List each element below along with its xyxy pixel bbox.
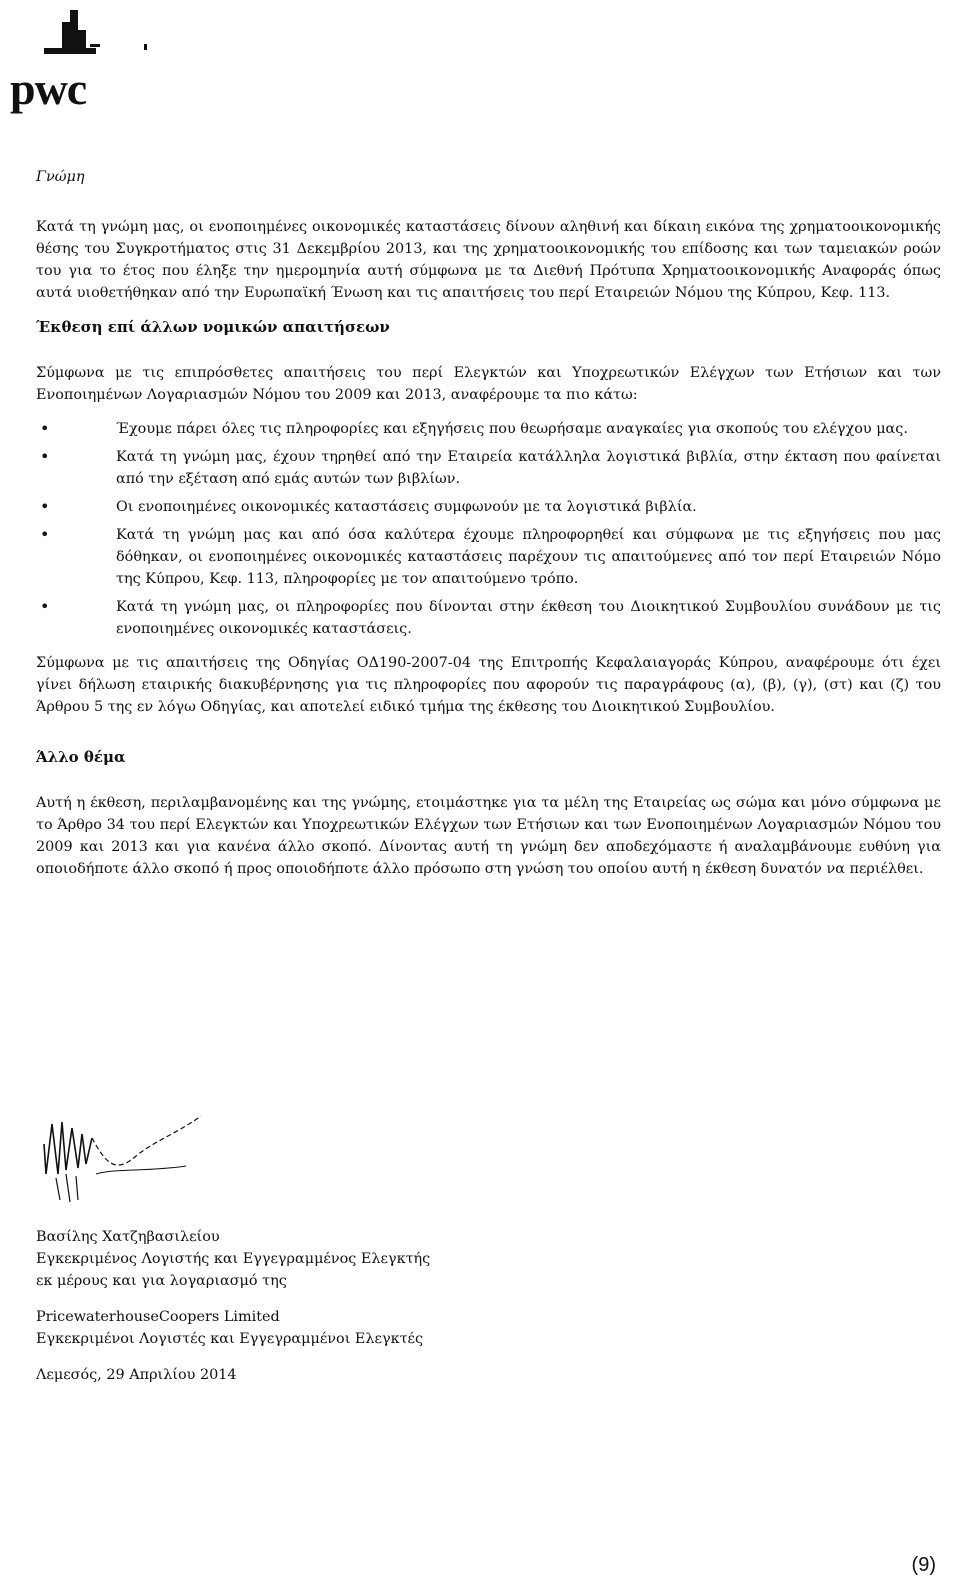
list-item: • Κατά τη γνώμη μας, έχουν τηρηθεί από την Εταιρεία κατάλληλα λογιστικά βιβλία, στην έκταση που φαίνεται από την εξέταση από εμάς αυτών των βιβλίων. bbox=[36, 446, 941, 490]
firm-name: PricewaterhouseCoopers Limited bbox=[36, 1309, 280, 1325]
handwritten-signature-icon bbox=[36, 1104, 216, 1224]
opinion-paragraph: Κατά τη γνώμη μας, οι ενοποιημένες οικονομικές καταστάσεις δίνουν αληθινή και δίκαιη εικόνα της χρηματοοικονομικής θέσης του Συγκροτήματος στις 31 Δεκεμβρίου 2013, και της χρηματοοικονομικής του επίδοσης και των ταμειακών ροών του για το έτος που έληξε την ημερομηνία αυτή σύμφωνα με τα Διεθνή Πρότυπα Χρηματοοικονομικής Αναφοράς όπως αυτά υιοθετήθηκαν από την Ευρωπαϊκή Ένωση και τις απαιτήσεις του περί Εταιρειών Νόμου της Κύπρου, Κεφ. 113. bbox=[36, 219, 941, 301]
other-matter-heading: Άλλο θέμα bbox=[36, 748, 126, 766]
signature bbox=[36, 1104, 216, 1224]
signatory-title: Εγκεκριμένος Λογιστής και Εγγεγραμμένος Ελεγκτής bbox=[36, 1251, 431, 1267]
firm-title: Εγκεκριμένοι Λογιστές και Εγγεγραμμένοι Ελεγκτές bbox=[36, 1331, 424, 1347]
opinion-heading: Γνώμη bbox=[36, 169, 85, 185]
other-legal-heading: Έκθεση επί άλλων νομικών απαιτήσεων bbox=[36, 318, 390, 336]
pwc-logo-text: pwc bbox=[10, 63, 87, 114]
list-item: • Οι ενοποιημένες οικονομικές καταστάσεις συμφωνούν με τα λογιστικά βιβλία. bbox=[36, 496, 941, 518]
place-date: Λεμεσός, 29 Απριλίου 2014 bbox=[36, 1367, 237, 1383]
report-body bbox=[36, 166, 941, 892]
pwc-logo-mark-icon bbox=[4, 4, 164, 64]
other-legal-intro: Σύμφωνα με τις επιπρόσθετες απαιτήσεις του περί Ελεγκτών και Υποχρεωτικών Ελέγχων των Ετήσιων και των Ενοποιημένων Λογαριασμών Νόμου του 2009 και 2013, αναφέρουμε τα πιο κάτω: bbox=[36, 365, 941, 403]
signatory-on-behalf: εκ μέρους και για λογαριασμό της bbox=[36, 1273, 287, 1289]
page-number: (9) bbox=[911, 1554, 936, 1576]
directive-paragraph: Σύμφωνα με τις απαιτήσεις της Οδηγίας ΟΔ190-2007-04 της Επιτροπής Κεφαλαιαγοράς Κύπρου, αναφέρουμε ότι έχει γίνει δήλωση εταιρικής διακυβέρνησης για τις πληροφορίες που αφορούν τις παραγράφους (α), (β), (γ), (στ) και (ζ) του Άρθρου 5 της εν λόγω Οδηγίας, και αποτελεί ειδικό τμήμα της έκθεσης του Διοικητικού Συμβουλίου. bbox=[36, 655, 941, 715]
other-matter-paragraph: Αυτή η έκθεση, περιλαμβανομένης και της γνώμης, ετοιμάστηκε για τα μέλη της Εταιρείας ως σώμα και μόνο σύμφωνα με το Άρθρο 34 του περί Ελεγκτών και Υποχρεωτικών Ελέγχων των Ετήσιων και των Ενοποιημένων Λογαριασμών Νόμου του 2009 και 2013 και για κανένα άλλο σκοπό. Δίνοντας αυτή τη γνώμη δεν αποδεχόμαστε ή αναλαμβάνουμε ευθύνη για οποιοδήποτε άλλο σκοπό ή προς οποιοδήποτε άλλο πρόσωπο στη γνώση του οποίου αυτή η έκθεση δυνατόν να περιέλθει. bbox=[36, 795, 941, 877]
signatory-block bbox=[36, 1226, 430, 1386]
legal-bullet-list bbox=[36, 418, 941, 640]
signatory-name: Βασίλης Χατζηβασιλείου bbox=[36, 1229, 220, 1245]
list-item: • Κατά τη γνώμη μας, οι πληροφορίες που δίνονται στην έκθεση του Διοικητικού Συμβουλίου συνάδουν με τις ενοποιημένες οικονομικές καταστάσεις. bbox=[36, 596, 941, 640]
list-item: • Έχουμε πάρει όλες τις πληροφορίες και εξηγήσεις που θεωρήσαμε αναγκαίες για σκοπούς του ελέγχου μας. bbox=[36, 418, 941, 440]
list-item: • Κατά τη γνώμη μας και από όσα καλύτερα έχουμε πληροφορηθεί και σύμφωνα με τις εξηγήσεις που μας δόθηκαν, οι ενοποιημένες οικονομικές καταστάσεις παρέχουν τις απαιτούμενες από τον περί Εταιρειών Νόμο της Κύπρου, Κεφ. 113, πληροφορίες με τον απαιτούμενο τρόπο. bbox=[36, 524, 941, 590]
pwc-logo bbox=[4, 4, 164, 114]
